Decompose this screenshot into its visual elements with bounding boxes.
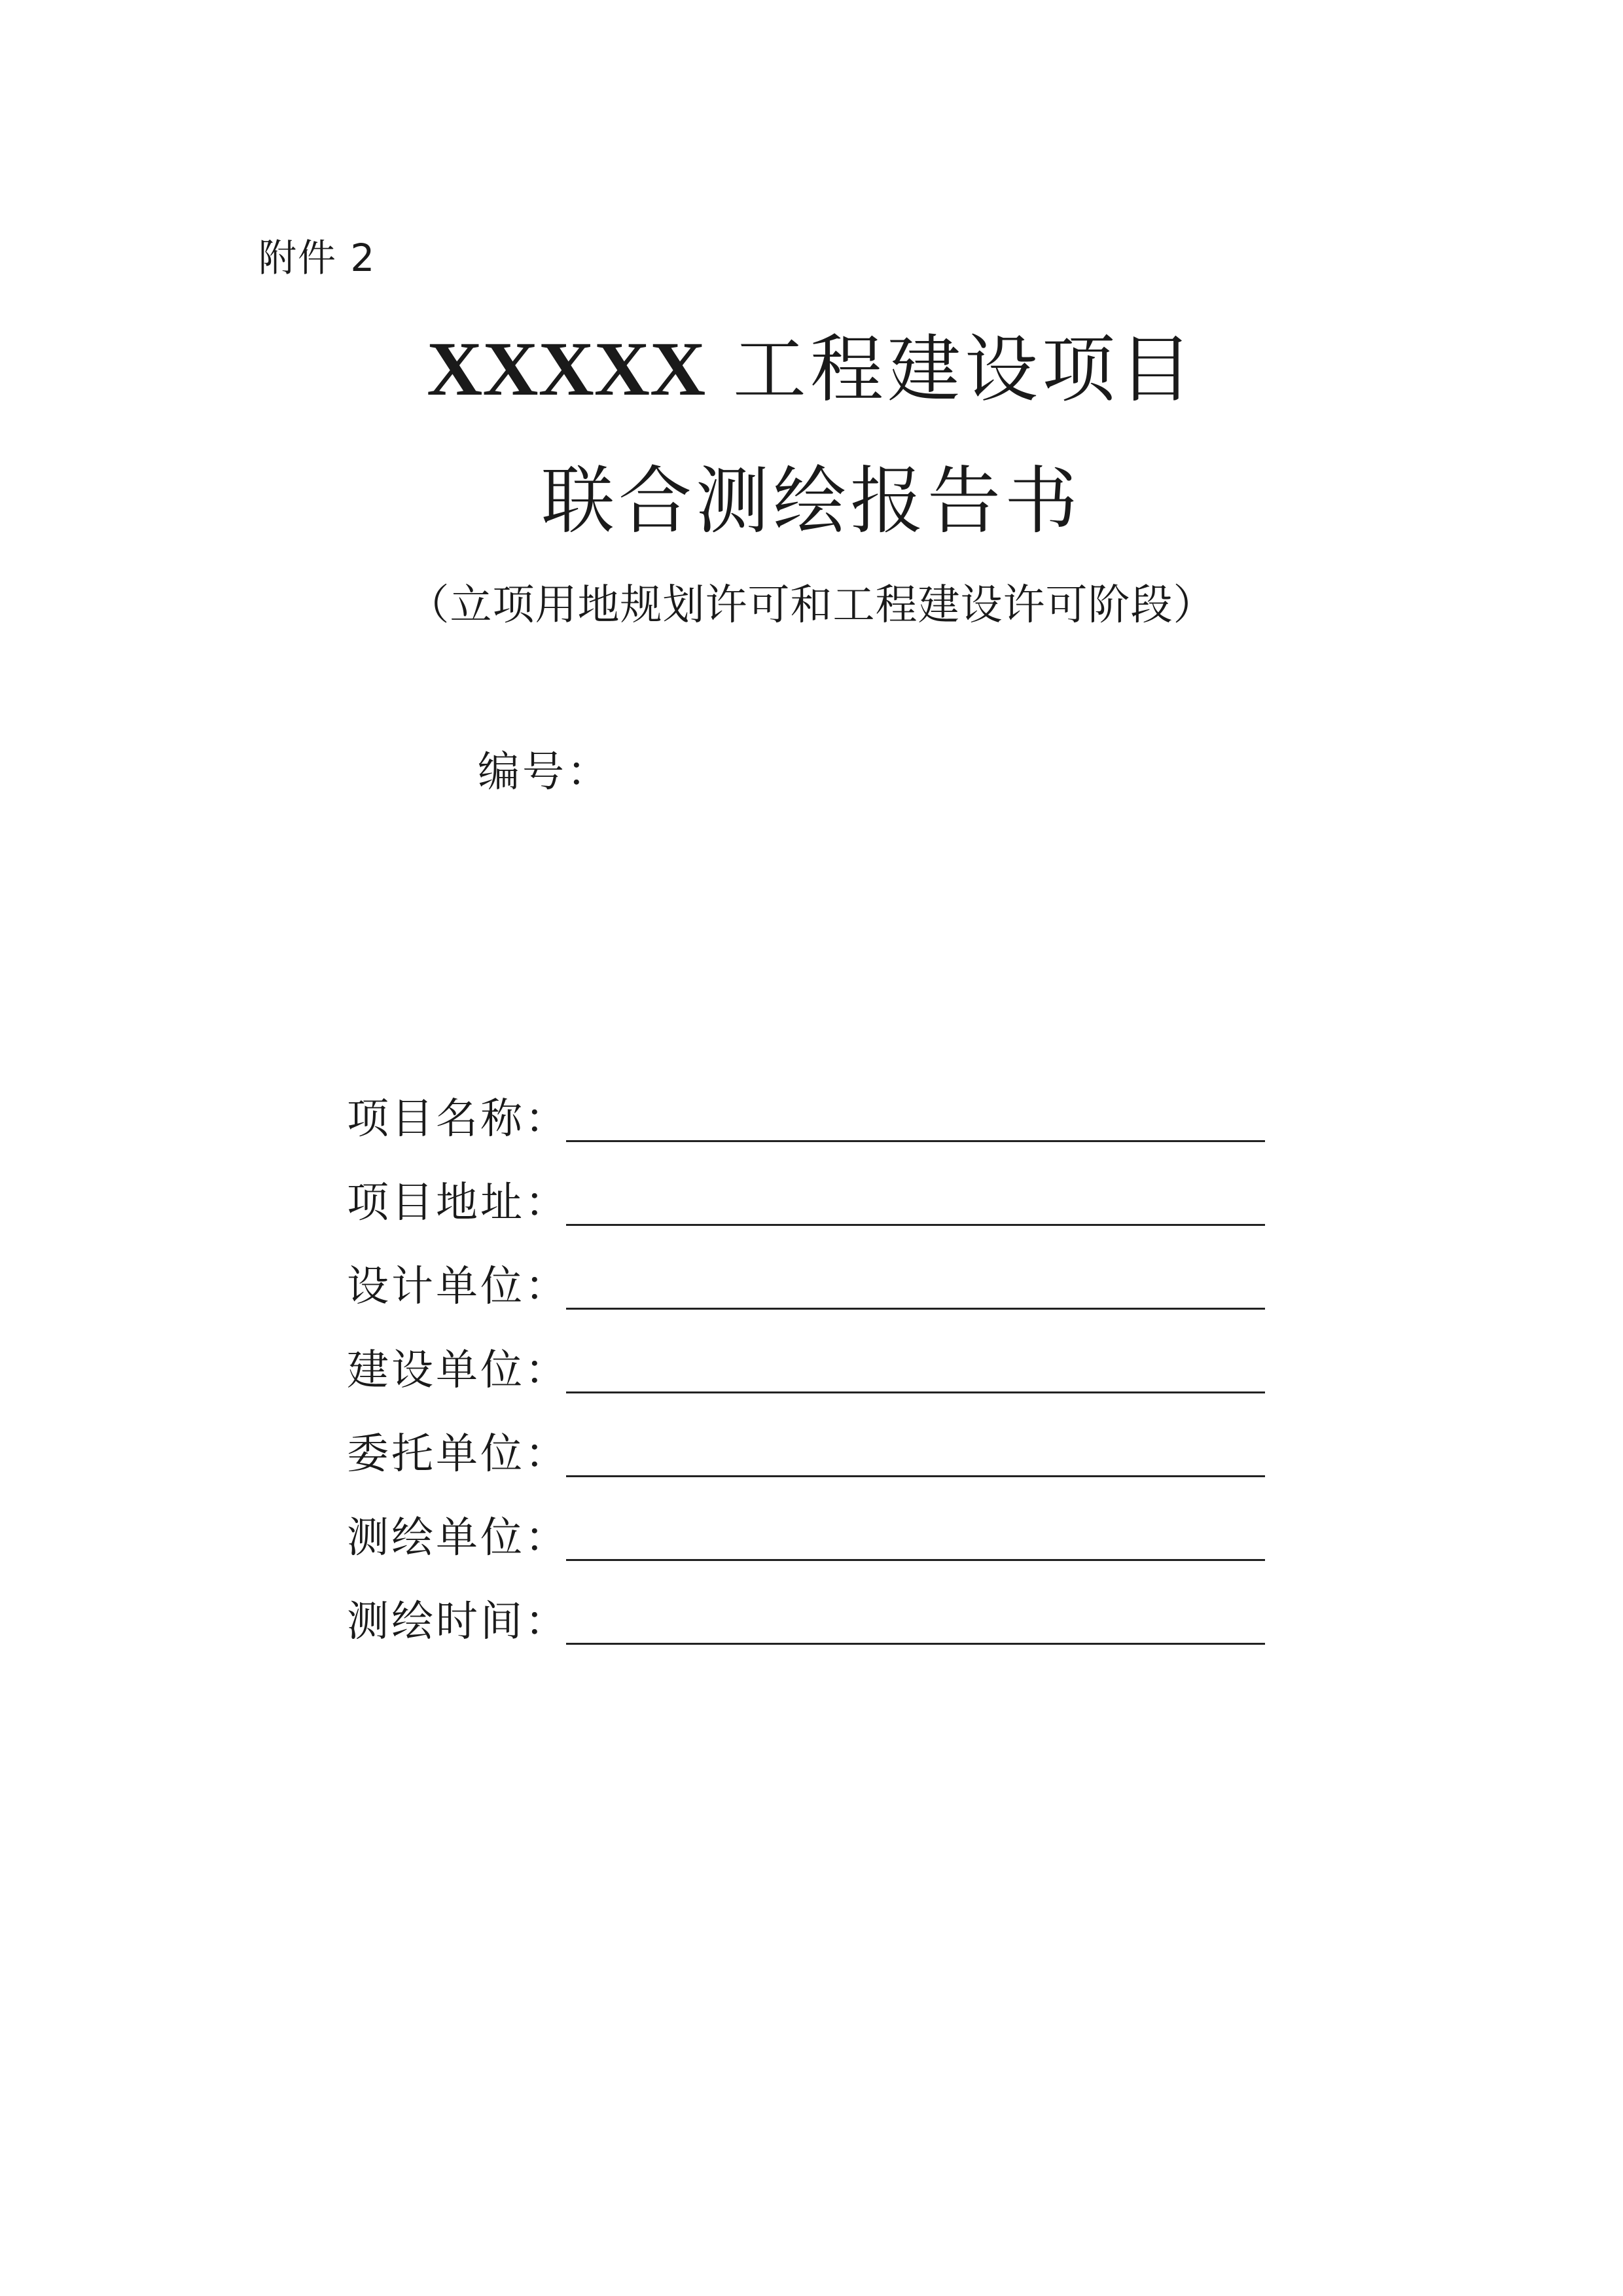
report-subtitle: （立项用地规划许可和工程建设许可阶段）: [407, 581, 1216, 630]
serial-number-label: 编号：: [478, 748, 611, 797]
report-title-line-1: [0, 326, 1623, 412]
blank-underline[interactable]: [566, 1475, 1265, 1477]
blank-underline[interactable]: [566, 1559, 1265, 1561]
field-row-commissioning-unit: [347, 1422, 1276, 1505]
field-label: 建设单位：: [347, 1346, 569, 1395]
cover-fields: [347, 1086, 1276, 1673]
project-name-placeholder: XXXXX: [427, 326, 706, 412]
field-row-design-unit: [347, 1254, 1276, 1338]
field-row-surveying-unit: [347, 1505, 1276, 1589]
field-row-construction-unit: [347, 1338, 1276, 1422]
field-label: 委托单位：: [347, 1430, 569, 1479]
field-label: 设计单位：: [347, 1263, 569, 1311]
blank-underline[interactable]: [566, 1308, 1265, 1310]
field-label: 项目地址：: [347, 1179, 569, 1227]
title-suffix: 工程建设项目: [732, 327, 1196, 412]
field-row-surveying-time: [347, 1589, 1276, 1673]
blank-underline[interactable]: [566, 1140, 1265, 1142]
field-row-project-address: [347, 1170, 1276, 1254]
field-row-project-name: [347, 1086, 1276, 1170]
blank-underline[interactable]: [566, 1391, 1265, 1393]
field-label: 项目名称：: [347, 1095, 569, 1143]
attachment-label: 附件 2: [259, 236, 376, 280]
blank-underline[interactable]: [566, 1643, 1265, 1645]
field-label: 测绘单位：: [347, 1514, 569, 1562]
field-label: 测绘时间：: [347, 1598, 569, 1646]
report-title-line-2: 联合测绘报告书: [541, 459, 1082, 544]
blank-underline[interactable]: [566, 1224, 1265, 1226]
